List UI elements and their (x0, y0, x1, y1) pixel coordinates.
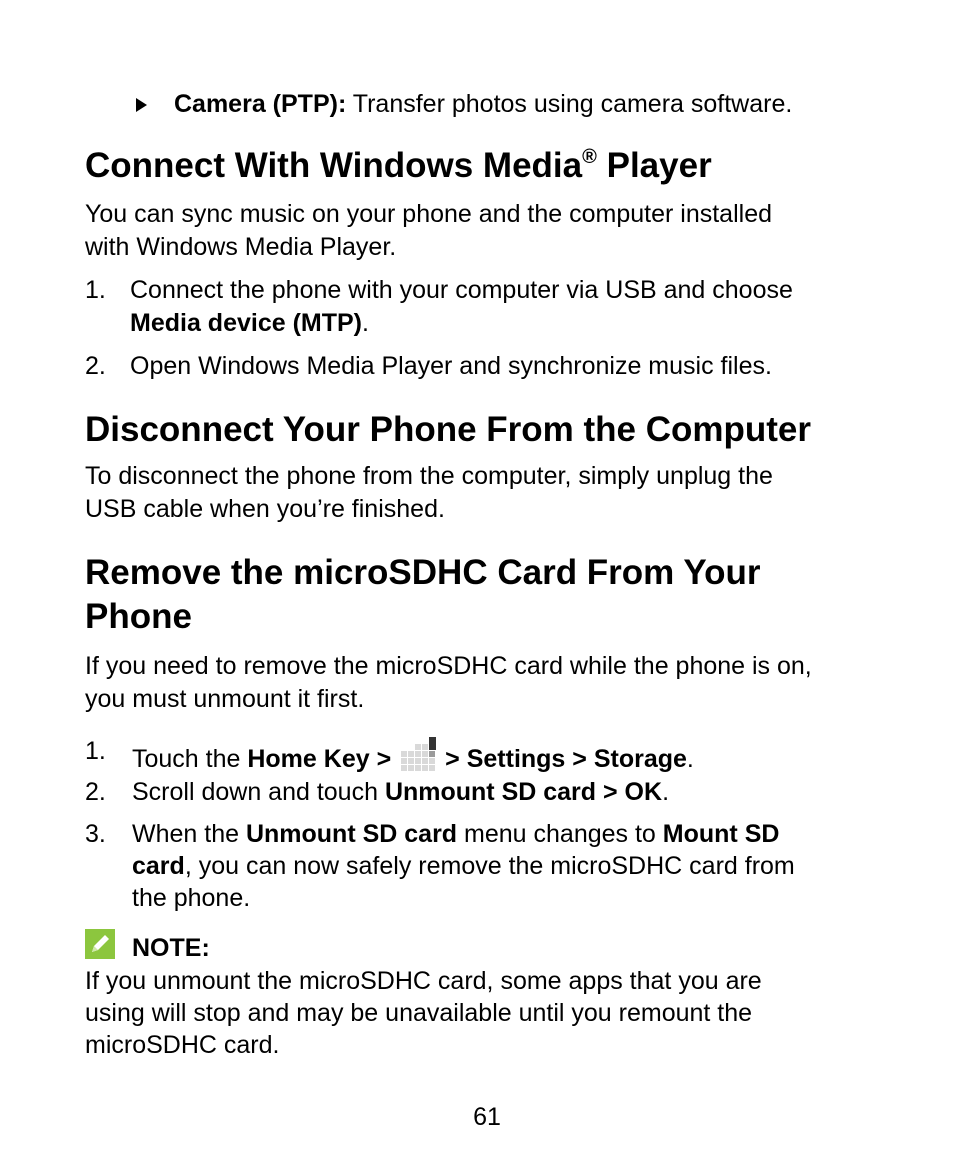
paragraph-disconnect (85, 460, 773, 526)
step-number: 2. (85, 778, 106, 806)
bold-text: Unmount SD card (245, 820, 458, 848)
bold-text: card (132, 852, 185, 880)
text-line: with Windows Media Player. (85, 233, 397, 261)
bold-text: Mount SD (662, 820, 780, 848)
step-number: 3. (85, 820, 106, 848)
note-pencil-icon (85, 929, 115, 959)
step-number: 1. (85, 737, 106, 765)
note-label (132, 932, 210, 965)
text-line: If you unmount the microSDHC card, some apps that you are (85, 967, 762, 995)
step-item (130, 274, 793, 340)
page-number: 61 (473, 1103, 501, 1131)
heading-part: Connect With Windows Media (85, 146, 583, 185)
text-line: microSDHC card. (85, 1031, 280, 1059)
bold-text: Unmount SD card > OK (384, 778, 663, 806)
heading-remove-card (85, 551, 761, 639)
step-item (132, 818, 795, 914)
bullet-term: Camera (PTP): (174, 90, 347, 118)
step-item: Open Windows Media Player and synchronize music files. (130, 352, 772, 380)
text-line (132, 818, 795, 850)
registered-mark: ® (582, 146, 597, 168)
text-part: , you can now safely remove the microSDHC card from (184, 852, 795, 880)
bullet-text: Transfer photos using camera software. (346, 90, 793, 118)
text-line (130, 307, 793, 340)
heading-line: Phone (85, 597, 192, 636)
text-part: When the (132, 820, 246, 848)
bold-text: Media device (MTP) (130, 309, 362, 337)
paragraph-unmount (85, 650, 812, 716)
text-line: USB cable when you’re finished. (85, 495, 445, 523)
text-line (132, 850, 795, 882)
text-line: using will stop and may be unavailable until you remount the (85, 999, 753, 1027)
text-part: menu changes to (457, 820, 663, 848)
heading-windows-media (85, 144, 712, 193)
text-line: If you need to remove the microSDHC card while the phone is on, (85, 652, 812, 680)
step-item (132, 735, 694, 776)
text-part: . (662, 778, 670, 806)
text-part: . (362, 309, 369, 337)
note-text (85, 965, 762, 1061)
bold-text: Home Key > (247, 745, 392, 773)
bullet-triangle-icon (136, 98, 147, 112)
text-part: Scroll down and touch (132, 778, 385, 806)
heading-disconnect: Disconnect Your Phone From the Computer (85, 410, 811, 449)
text-line: you must unmount it first. (85, 685, 365, 713)
bold-text: > Settings > Storage (445, 745, 687, 773)
step-number: 1. (85, 276, 106, 304)
step-number: 2. (85, 352, 106, 380)
heading-line: Remove the microSDHC Card From Your (85, 553, 761, 592)
step-item (132, 776, 669, 809)
text-line: You can sync music on your phone and the computer installed (85, 200, 772, 228)
note-label-text: NOTE: (132, 934, 210, 962)
text-line: To disconnect the phone from the computer, simply unplug the (85, 462, 773, 490)
text-part: . (686, 745, 694, 773)
heading-part: Player (596, 146, 712, 185)
app-grid-icon (399, 735, 439, 775)
paragraph-sync (85, 198, 772, 264)
bullet-item (174, 88, 792, 121)
text-line: Connect the phone with your computer via USB and choose (130, 276, 793, 304)
text-part: Touch the (132, 745, 248, 773)
text-line: the phone. (132, 884, 251, 912)
